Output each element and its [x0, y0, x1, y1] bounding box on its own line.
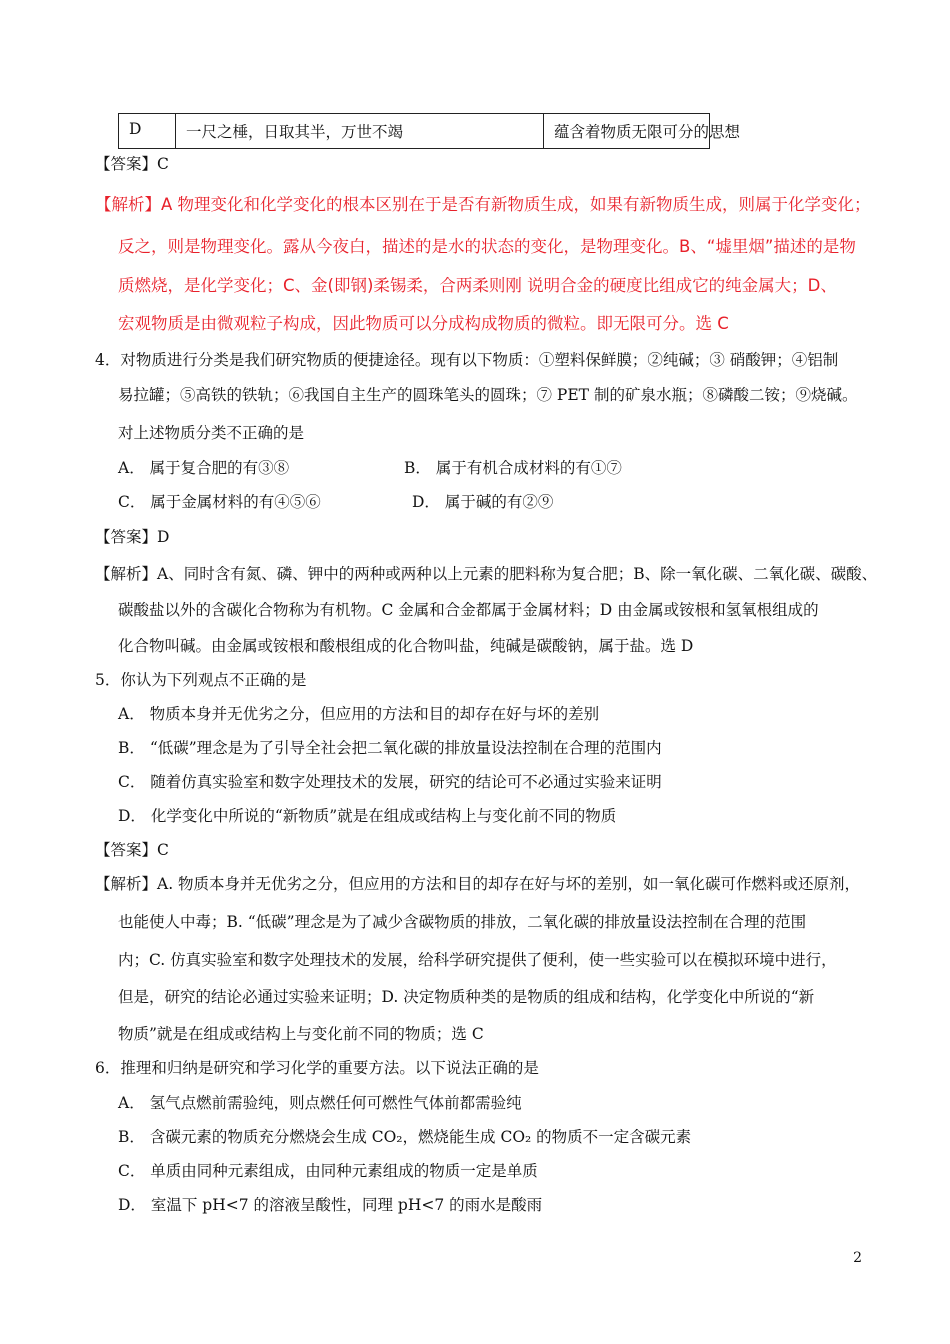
- q5-analysis-line: 但是，研究的结论必通过实验来证明；D. 决定物质种类的是物质的组成和结构，化学变化中所说的“新: [118, 988, 815, 1006]
- table-cell-text: 一尺之棰，日取其半，万世不竭: [176, 114, 544, 148]
- q5-option: D． 化学变化中所说的“新物质”就是在组成或结构上与变化前不同的物质: [118, 807, 617, 825]
- q4-option-a: A． 属于复合肥的有③⑧: [118, 459, 290, 477]
- q6-option: B． 含碳元素的物质充分燃烧会生成 CO₂，燃烧能生成 CO₂ 的物质不一定含碳元素: [118, 1128, 692, 1146]
- q4-option-b: B． 属于有机合成材料的有①⑦: [404, 459, 622, 477]
- q5-option: C． 随着仿真实验室和数字处理技术的发展，研究的结论可不必通过实验来证明: [118, 773, 662, 791]
- q5-analysis-line: 物质”就是在组成或结构上与变化前不同的物质；选 C: [118, 1025, 484, 1043]
- q4-answer: 【答案】D: [95, 528, 170, 546]
- q3-analysis-line: 宏观物质是由微观粒子构成，因此物质可以分成构成物质的微粒。即无限可分。选 C: [118, 314, 729, 333]
- q4-analysis-line: 化合物叫碱。由金属或铵根和酸根组成的化合物叫盐，纯碱是碳酸钠，属于盐。选 D: [118, 637, 694, 655]
- page-number: 2: [853, 1250, 862, 1266]
- q5-option: B． “低碳”理念是为了引导全社会把二氧化碳的排放量设法控制在合理的范围内: [118, 739, 662, 757]
- q5-option: A． 物质本身并无优劣之分，但应用的方法和目的却存在好与坏的差别: [118, 705, 600, 723]
- q6-option: A． 氢气点燃前需验纯，则点燃任何可燃性气体前都需验纯: [118, 1094, 522, 1112]
- q5-answer: 【答案】C: [95, 841, 169, 859]
- q5-analysis-line: 【解析】A. 物质本身并无优劣之分，但应用的方法和目的却存在好与坏的差别，如一氧化碳可作燃料或还原剂，: [95, 875, 861, 893]
- q4-stem-line: 易拉罐；⑤高铁的铁轨；⑥我国自主生产的圆珠笔头的圆珠；⑦ PET 制的矿泉水瓶；⑧磷酸二铵；⑨烧碱。: [118, 386, 858, 404]
- q3-analysis-line: 质燃烧，是化学变化；C、金(即钢)柔锡柔，合两柔则刚 说明合金的硬度比组成它的纯金属大；D、: [118, 276, 837, 295]
- q3-answer: 【答案】C: [95, 155, 169, 173]
- q6-option: C． 单质由同种元素组成，由同种元素组成的物质一定是单质: [118, 1162, 538, 1180]
- q4-stem-line: 4．对物质进行分类是我们研究物质的便捷途径。现有以下物质：①塑料保鲜膜；②纯碱；③ 硝酸钾；④铝制: [95, 351, 839, 369]
- q3-analysis-line: 【解析】A 物理变化和化学变化的根本区别在于是否有新物质生成，如果有新物质生成，则属于化学变化；: [95, 195, 871, 214]
- q6-option: D． 室温下 pH<7 的溶液呈酸性，同理 pH<7 的雨水是酸雨: [118, 1196, 543, 1214]
- q5-analysis-line: 内；C. 仿真实验室和数字处理技术的发展，给科学研究提供了便利，使一些实验可以在模拟环境中进行，: [118, 951, 837, 969]
- q4-analysis-line: 【解析】A、同时含有氮、磷、钾中的两种或两种以上元素的肥料称为复合肥；B、除一氧化碳、二氧化碳、碳酸、: [95, 565, 878, 583]
- q4-option-c: C． 属于金属材料的有④⑤⑥: [118, 493, 321, 511]
- q5-analysis-line: 也能使人中毒；B. “低碳”理念是为了减少含碳物质的排放，二氧化碳的排放量设法控制在合理的范围: [118, 913, 807, 931]
- table-cell-meaning: 蕴含着物质无限可分的思想: [554, 123, 741, 141]
- options-table-row: [118, 113, 741, 149]
- q5-stem: 5．你认为下列观点不正确的是: [95, 671, 307, 689]
- table-cell-option: D: [119, 114, 176, 148]
- q6-stem: 6．推理和归纳是研究和学习化学的重要方法。以下说法正确的是: [95, 1059, 539, 1077]
- q4-stem-line: 对上述物质分类不正确的是: [118, 424, 305, 442]
- q4-option-d: D． 属于碱的有②⑨: [412, 493, 554, 511]
- q3-analysis-line: 反之，则是物理变化。露从今夜白，描述的是水的状态的变化，是物理变化。B、“墟里烟”描述的是物: [118, 237, 856, 256]
- q4-analysis-line: 碳酸盐以外的含碳化合物称为有机物。C 金属和合金都属于金属材料；D 由金属或铵根和氢氧根组成的: [118, 601, 819, 619]
